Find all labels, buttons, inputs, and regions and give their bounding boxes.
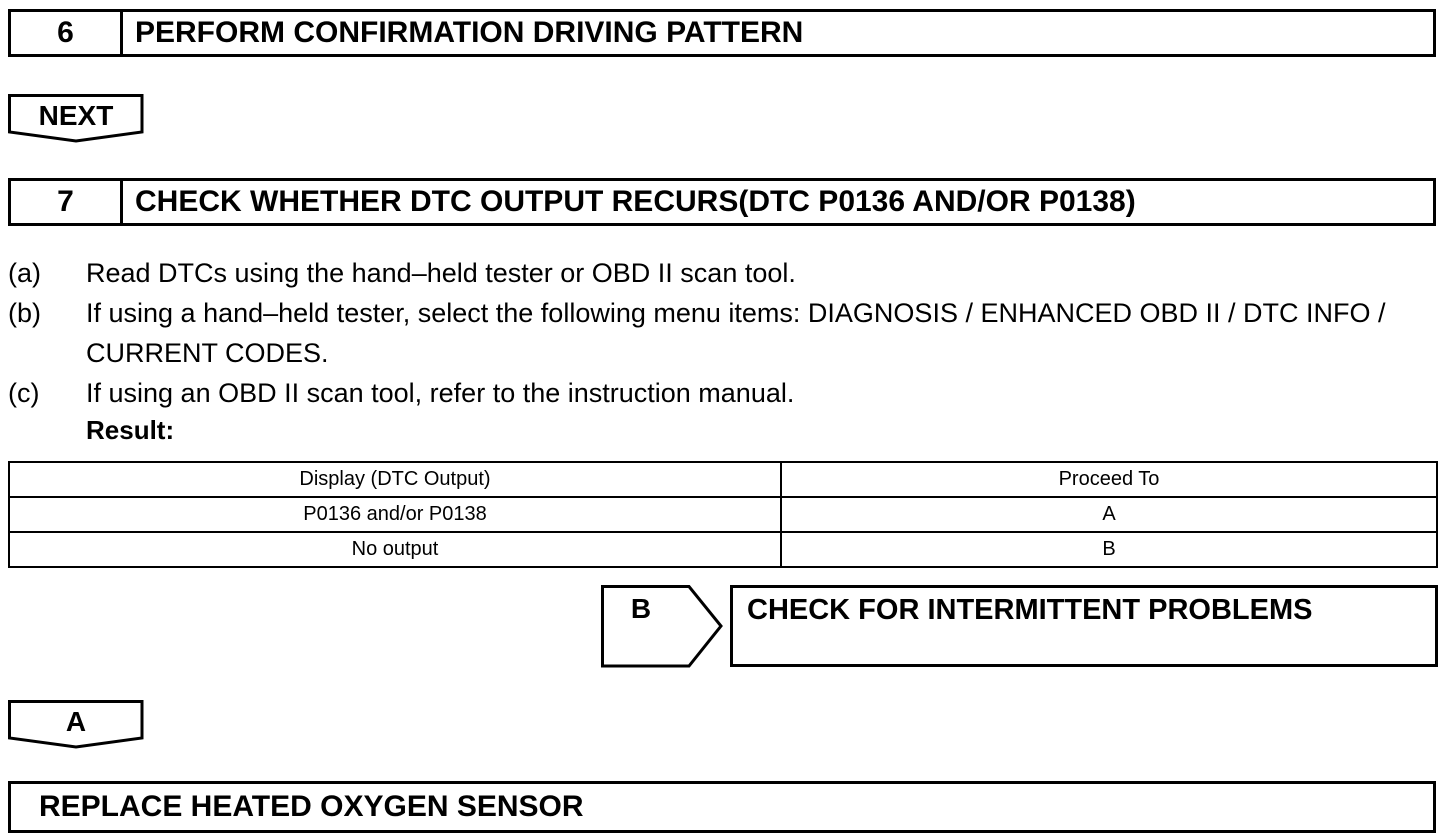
next-tag	[8, 94, 144, 144]
instruction-text: Read DTCs using the hand–held tester or OBD II scan tool.	[86, 258, 796, 288]
table-cell: P0136 and/or P0138	[9, 497, 781, 532]
column-header: Display (DTC Output)	[9, 462, 781, 497]
table-cell: A	[781, 497, 1437, 532]
result-table	[8, 461, 1438, 568]
list-marker: (b)	[8, 298, 41, 328]
step-7-header	[8, 178, 1436, 226]
instruction-text: If using a hand–held tester, select the following menu items: DIAGNOSIS / ENHANCED OBD II / DTC INFO / CURRENT CODES.	[86, 298, 1386, 368]
step-title: PERFORM CONFIRMATION DRIVING PATTERN	[135, 16, 804, 49]
branch-b-tag	[601, 585, 725, 668]
table-cell: B	[781, 532, 1437, 567]
column-header: Proceed To	[781, 462, 1437, 497]
branch-b-label: B	[630, 593, 652, 624]
instruction-text: If using an OBD II scan tool, refer to the instruction manual.	[86, 378, 795, 408]
table-cell: No output	[9, 532, 781, 567]
step-6-header	[8, 9, 1436, 57]
branch-a-tag	[8, 700, 144, 750]
intermittent-problems-box: CHECK FOR INTERMITTENT PROBLEMS	[730, 585, 1438, 667]
list-marker: (a)	[8, 258, 41, 288]
branch-a-label: A	[65, 706, 87, 737]
next-label: NEXT	[38, 100, 114, 131]
step-title: CHECK WHETHER DTC OUTPUT RECURS(DTC P0136 AND/OR P0138)	[135, 185, 1136, 218]
replace-sensor-box: REPLACE HEATED OXYGEN SENSOR	[8, 781, 1436, 833]
table-row	[9, 497, 1437, 532]
table-header-row	[9, 462, 1437, 497]
list-marker: (c)	[8, 378, 40, 408]
step-number: 6	[11, 12, 123, 54]
step-number: 7	[11, 181, 123, 223]
table-row	[9, 532, 1437, 567]
result-label: Result:	[86, 415, 175, 445]
